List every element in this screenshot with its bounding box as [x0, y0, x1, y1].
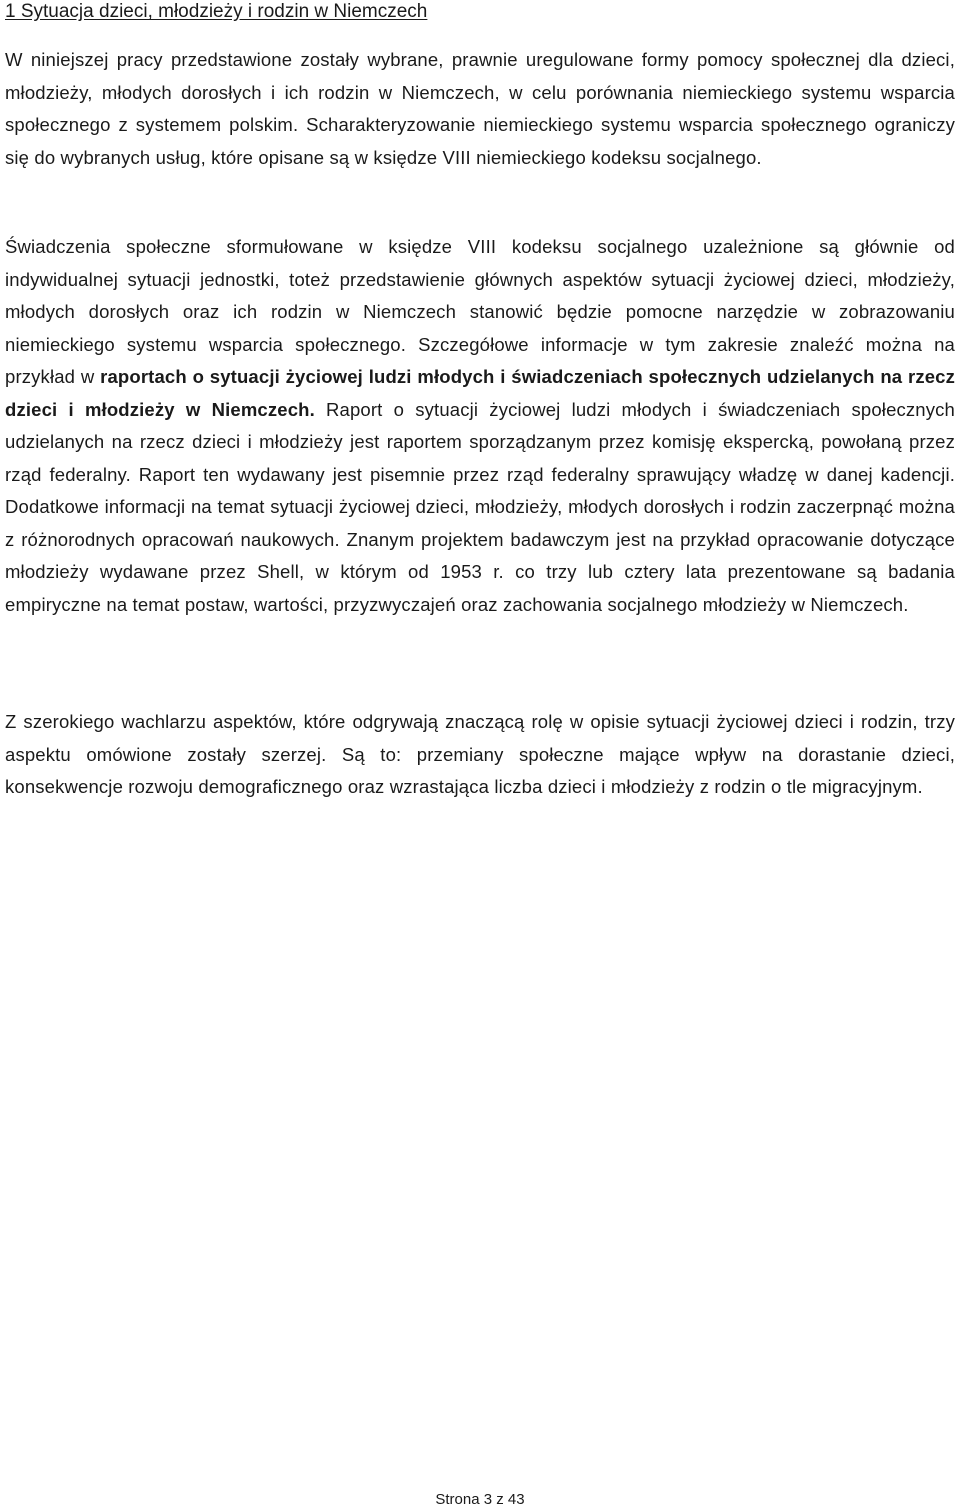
paragraph-benefits — [5, 231, 955, 621]
section-heading: 1 Sytuacja dzieci, młodzieży i rodzin w Niemczech — [5, 1, 428, 22]
paragraph-benefits-text-end: Raport o sytuacji życiowej ludzi młodych i świadczeniach społecznych udzielanych na rzecz dzieci i młodzieży jest raportem sporządzanym przez komisję ekspercką, powołaną przez rząd federalny. Raport ten wydawany jest pisemnie przez rząd federalny sprawujący władzę w danej kadencji. Dodatkowe informacji na temat sytuacji życiowej dzieci, młodzieży, młodych dorosłych i rodzin zaczerpnąć można z różnorodnych opracowań naukowych. Znanym projektem badawczym jest na przykład opracowanie dotyczące młodzieży wydawane przez Shell, w którym od 1953 r. co trzy lub cztery lata prezentowane są badania empiryczne na temat postaw, wartości, przyzwyczajeń oraz zachowania socjalnego młodzieży w Niemczech. — [5, 398, 955, 615]
paragraph-benefits-text-start: Świadczenia społeczne sformułowane w księdze VIII kodeksu socjalnego uzależnione są głównie od indywidualnej sytuacji jednostki, toteż przedstawienie głównych aspektów sytuacji życiowej dzieci, młodzieży, młodych dorosłych oraz ich rodzin w Niemczech stanowić będzie pomocne narzędzie w zobrazowaniu niemieckiego systemu wsparcia społecznego. Szczegółowe informacje w tym zakresie znaleźć można na przykład w — [5, 236, 955, 387]
paragraph-benefits-bold-text: raportach o sytuacji życiowej ludzi młodych i świadczeniach społecznych udzielanych na rzecz dzieci i młodzieży w Niemczech. — [5, 366, 955, 420]
paragraph-intro: W niniejszej pracy przedstawione zostały wybrane, prawnie uregulowane formy pomocy społecznej dla dzieci, młodzieży, młodych dorosłych i ich rodzin w Niemczech, w celu porównania niemieckiego systemu wsparcia społecznego z systemem polskim. Scharakteryzowanie niemieckiego systemu wsparcia społecznego ograniczy się do wybranych usług, które opisane są w księdze VIII niemieckiego kodeksu socjalnego. — [5, 49, 955, 168]
page-number-footer: Strona 3 z 43 — [435, 1491, 525, 1508]
paragraph-aspects: Z szerokiego wachlarzu aspektów, które odgrywają znaczącą rolę w opisie sytuacji życiowej dzieci i rodzin, trzy aspektu omówione zostały szerzej. Są to: przemiany społeczne mające wpływ na dorastanie dzieci, konsekwencje rozwoju demograficznego oraz wzrastająca liczba dzieci i młodzieży z rodzin o tle migracyjnym. — [5, 711, 955, 797]
